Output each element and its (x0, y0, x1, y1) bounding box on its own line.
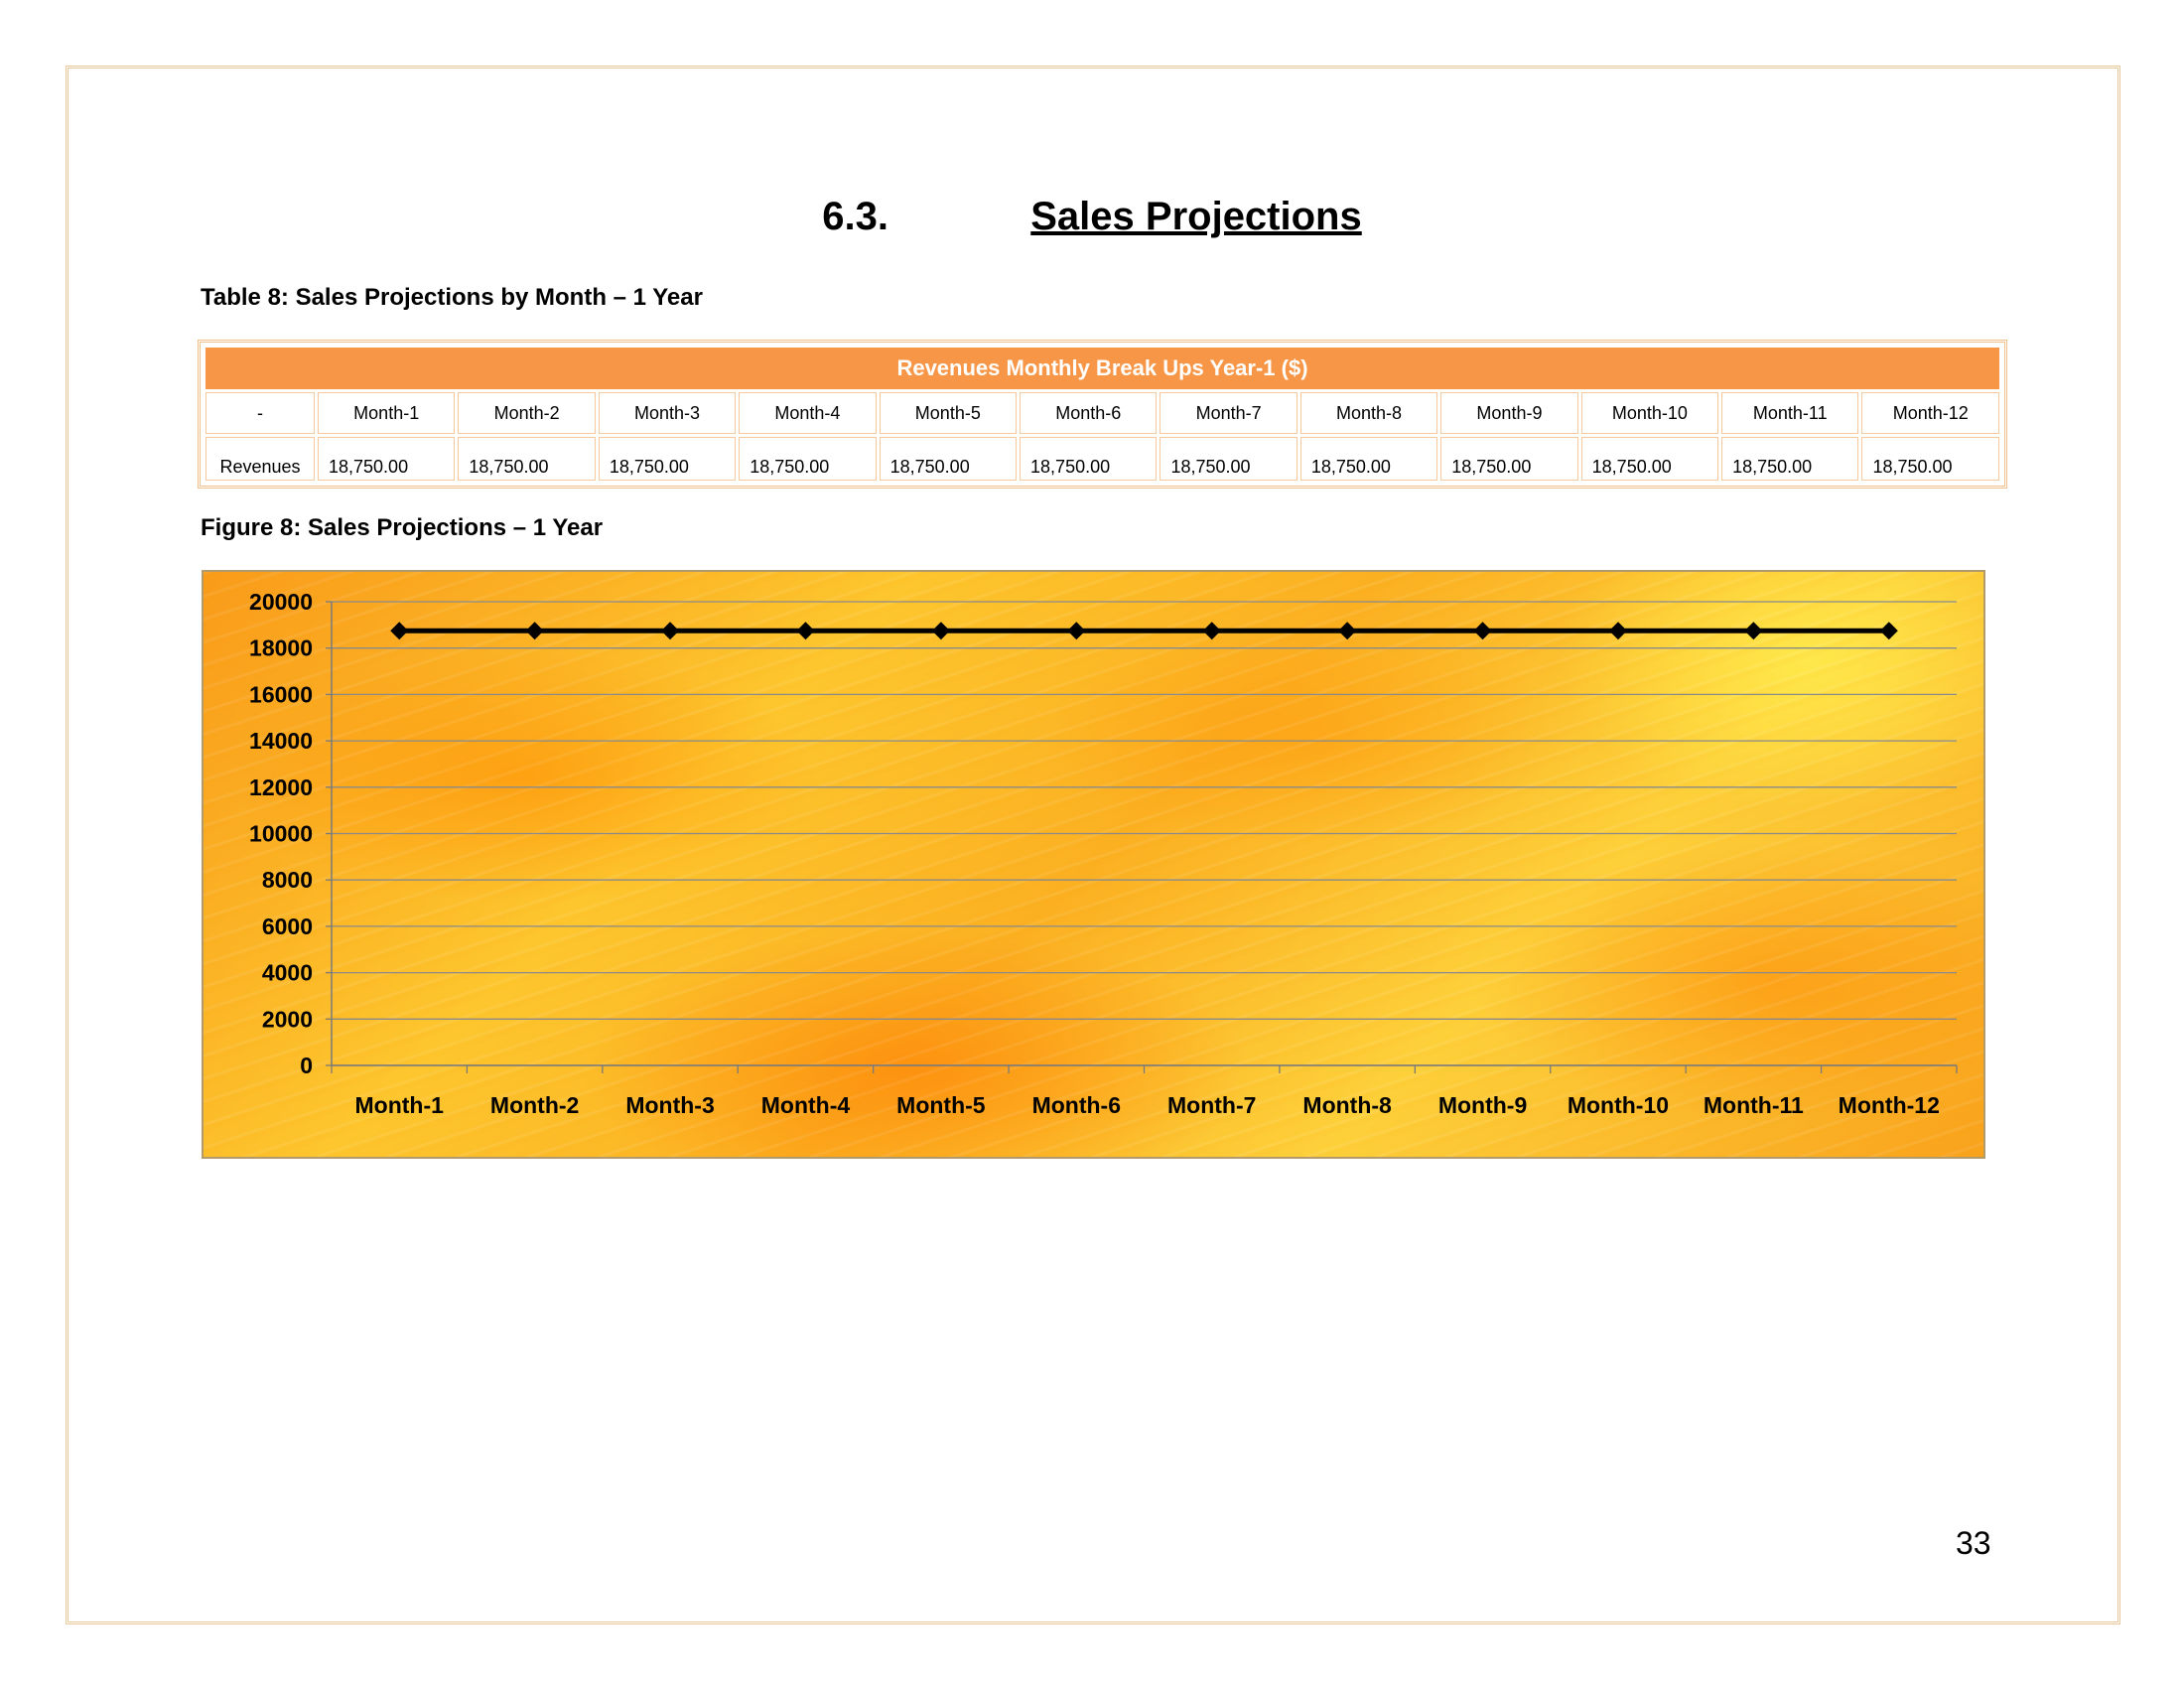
x-tick-label-4: Month-4 (760, 1092, 851, 1118)
revenue-cell-10: 18,750.00 (1581, 437, 1718, 481)
data-point-4 (796, 622, 814, 639)
y-tick-label-10000: 10000 (249, 820, 313, 847)
revenue-cell-6: 18,750.00 (1020, 437, 1157, 481)
y-tick-label-14000: 14000 (249, 728, 313, 755)
table-title: Revenues Monthly Break Ups Year-1 ($) (205, 348, 1999, 389)
data-point-3 (661, 622, 679, 639)
y-tick-label-12000: 12000 (249, 774, 313, 800)
month-header-1: Month-1 (318, 392, 455, 434)
x-tick-label-8: Month-8 (1302, 1092, 1392, 1118)
section-title: Sales Projections (1030, 195, 1362, 238)
x-tick-label-11: Month-11 (1703, 1092, 1804, 1118)
data-point-1 (390, 622, 408, 639)
month-header-8: Month-8 (1300, 392, 1437, 434)
data-point-2 (526, 622, 544, 639)
x-tick-label-3: Month-3 (625, 1092, 715, 1118)
data-point-9 (1474, 622, 1492, 639)
data-point-8 (1338, 622, 1356, 639)
x-tick-label-9: Month-9 (1437, 1092, 1528, 1118)
section-number: 6.3. (822, 195, 888, 238)
month-header-5: Month-5 (880, 392, 1017, 434)
table-row (205, 437, 1999, 481)
revenue-cell-2: 18,750.00 (458, 437, 595, 481)
page-number: 33 (1956, 1525, 1991, 1561)
revenue-cell-3: 18,750.00 (599, 437, 736, 481)
month-header-9: Month-9 (1440, 392, 1577, 434)
month-header-2: Month-2 (458, 392, 595, 434)
y-tick-label-20000: 20000 (249, 589, 313, 615)
data-point-7 (1203, 622, 1221, 639)
x-tick-label-12: Month-12 (1838, 1092, 1940, 1118)
month-header-7: Month-7 (1160, 392, 1297, 434)
x-tick-label-7: Month-7 (1166, 1092, 1257, 1118)
x-tick-label-2: Month-2 (489, 1092, 580, 1118)
y-tick-label-16000: 16000 (249, 681, 313, 708)
x-tick-label-5: Month-5 (896, 1092, 986, 1118)
x-tick-label-1: Month-1 (354, 1092, 444, 1118)
data-point-5 (932, 622, 950, 639)
y-tick-label-6000: 6000 (261, 913, 313, 939)
revenue-cell-8: 18,750.00 (1300, 437, 1437, 481)
corner-cell: - (205, 392, 315, 434)
data-point-11 (1744, 622, 1762, 639)
table-caption: Table 8: Sales Projections by Month – 1 Year (201, 284, 703, 311)
section-heading (0, 195, 2184, 239)
y-tick-label-4000: 4000 (261, 959, 313, 986)
month-header-3: Month-3 (599, 392, 736, 434)
revenue-cell-1: 18,750.00 (318, 437, 455, 481)
month-header-10: Month-10 (1581, 392, 1718, 434)
row-label: Revenues (205, 437, 315, 481)
y-tick-label-8000: 8000 (261, 867, 313, 894)
month-header-11: Month-11 (1721, 392, 1858, 434)
data-point-6 (1067, 622, 1085, 639)
month-header-4: Month-4 (739, 392, 876, 434)
revenue-cell-12: 18,750.00 (1861, 437, 1999, 481)
table-header-row (205, 392, 1999, 434)
x-tick-label-6: Month-6 (1031, 1092, 1122, 1118)
figure-caption: Figure 8: Sales Projections – 1 Year (201, 514, 604, 541)
revenue-cell-7: 18,750.00 (1160, 437, 1297, 481)
x-tick-label-10: Month-10 (1567, 1092, 1670, 1118)
y-tick-label-18000: 18000 (249, 634, 313, 661)
month-header-6: Month-6 (1020, 392, 1157, 434)
chart-svg (204, 572, 1983, 1157)
revenue-cell-11: 18,750.00 (1721, 437, 1858, 481)
revenue-cell-4: 18,750.00 (739, 437, 876, 481)
data-point-10 (1609, 622, 1627, 639)
revenue-cell-9: 18,750.00 (1440, 437, 1577, 481)
y-tick-label-2000: 2000 (261, 1006, 313, 1033)
revenue-cell-5: 18,750.00 (880, 437, 1017, 481)
month-header-12: Month-12 (1861, 392, 1999, 434)
sales-chart (202, 570, 1985, 1159)
y-tick-label-0: 0 (300, 1053, 313, 1078)
data-point-12 (1880, 622, 1898, 639)
revenue-table (198, 340, 2007, 489)
